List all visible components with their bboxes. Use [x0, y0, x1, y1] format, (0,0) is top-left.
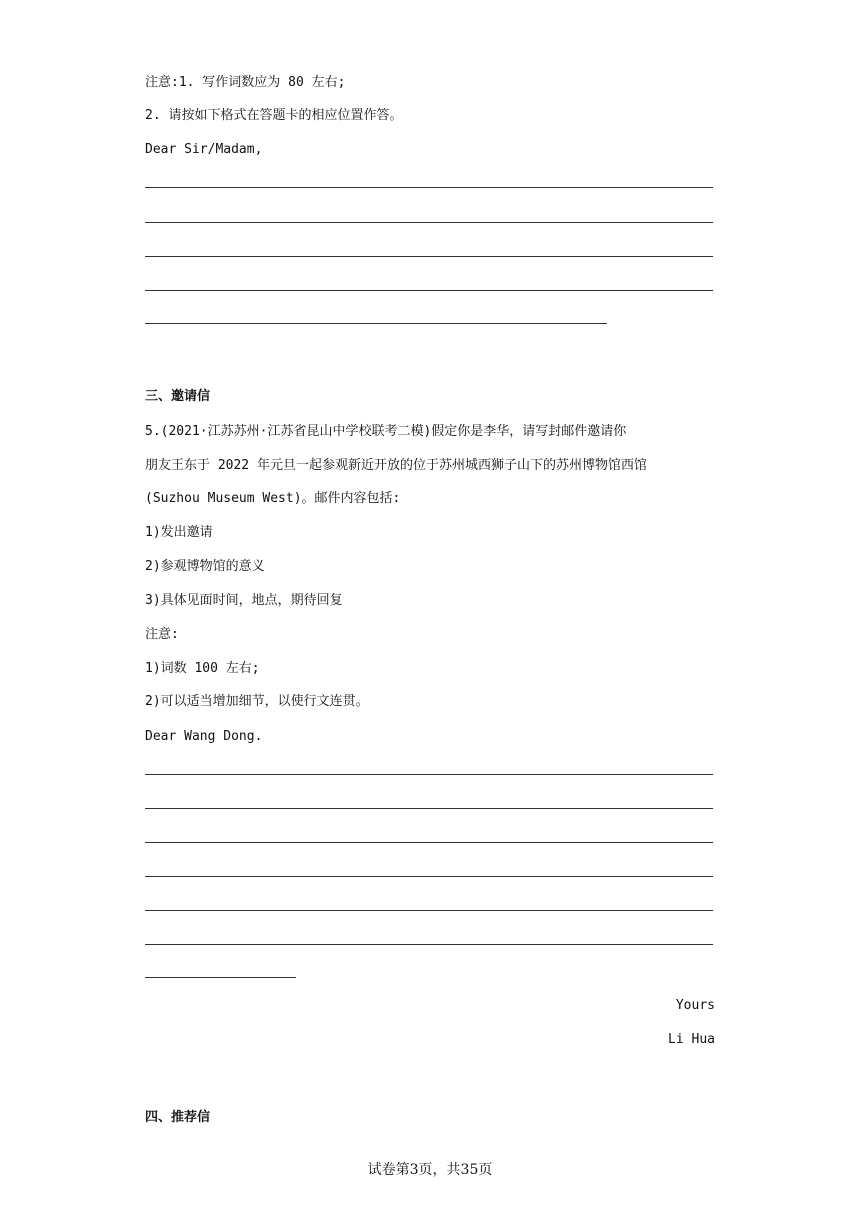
answer-line[interactable] [145, 187, 713, 188]
requirement-item: 3)具体见面时间，地点，期待回复 [145, 593, 343, 608]
requirement-item: 2)参观博物馆的意义 [145, 559, 265, 574]
requirement-item: 1)发出邀请 [145, 525, 213, 540]
answer-line[interactable] [145, 222, 713, 223]
answer-line[interactable] [145, 910, 713, 911]
letter-greeting: Dear Wang Dong. [145, 729, 263, 744]
answer-line[interactable] [145, 842, 713, 843]
answer-line[interactable] [145, 290, 713, 291]
answer-line[interactable] [145, 774, 713, 775]
answer-line-short[interactable] [145, 323, 607, 324]
section-heading-recommendation: 四、推荐信 [145, 1110, 211, 1125]
letter-greeting: Dear Sir/Madam, [145, 142, 263, 157]
answer-line[interactable] [145, 876, 713, 877]
letter-closing: Yours [675, 998, 715, 1013]
note-word-count: 注意:1. 写作词数应为 80 左右; [145, 75, 346, 90]
notice-item: 1)词数 100 左右; [145, 661, 260, 676]
answer-line-short[interactable] [145, 977, 296, 978]
answer-line[interactable] [145, 808, 713, 809]
answer-line[interactable] [145, 944, 713, 945]
question-text-line: (Suzhou Museum West)。邮件内容包括: [145, 491, 401, 506]
answer-line[interactable] [145, 256, 713, 257]
page-number: 试卷第3页，共35页 [367, 1162, 493, 1178]
note-format: 2. 请按如下格式在答题卡的相应位置作答。 [145, 108, 403, 123]
question-text-line: 朋友王东于 2022 年元旦一起参观新近开放的位于苏州城西狮子山下的苏州博物馆西馆 [145, 458, 647, 473]
notice-label: 注意: [145, 627, 179, 642]
notice-item: 2)可以适当增加细节，以使行文连贯。 [145, 694, 369, 709]
letter-signature: Li Hua [668, 1032, 715, 1047]
section-heading-invitation: 三、邀请信 [145, 389, 211, 404]
question-text-line: 5.(2021·江苏苏州·江苏省昆山中学校联考二模)假定你是李华，请写封邮件邀请你 [145, 424, 627, 439]
